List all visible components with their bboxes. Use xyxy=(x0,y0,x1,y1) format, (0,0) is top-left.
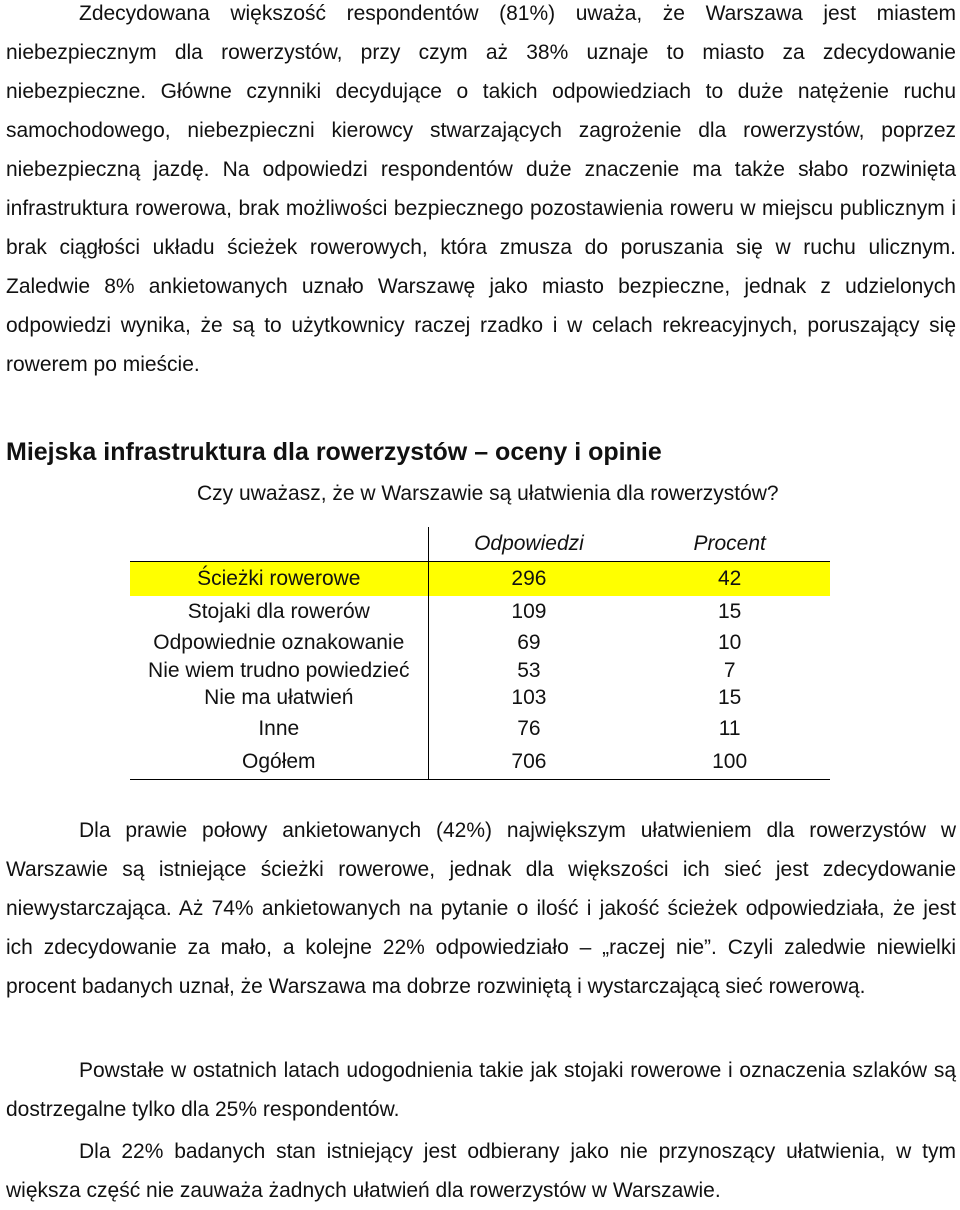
row-percent: 7 xyxy=(723,658,736,682)
row-answers: 109 xyxy=(511,599,547,623)
row-label: Odpowiednie oznakowanie xyxy=(130,628,428,658)
row-answers: 53 xyxy=(517,658,541,682)
table-header-row xyxy=(130,527,830,562)
row-label: Nie ma ułatwień xyxy=(130,684,428,712)
row-percent: 100 xyxy=(629,746,830,780)
row-label: Stojaki dla rowerów xyxy=(130,596,428,628)
row-answers: 69 xyxy=(517,630,541,654)
table-row xyxy=(130,596,830,628)
after-table-paragraph: Dla prawie połowy ankietowanych (42%) największym ułatwieniem dla rowerzystów w Warszawie są istniejące ścieżki rowerowe, jednak dla większości ich sieć jest zdecydowanie niewystarczająca. Aż 74% ankietowanych na pytanie o ilość i jakość ścieżek odpowiedziała, że jest ich zdecydowanie za mało, a kolejne 22% odpowiedziało – „raczej nie”. Czyli zaledwie niewielki procent badanych uznał, że Warszawa ma dobrze rozwiniętą i wystarczającą sieć rowerową. xyxy=(6,819,956,998)
table-row xyxy=(130,684,830,712)
table-row xyxy=(130,658,830,684)
row-percent: 11 xyxy=(718,716,741,740)
row-percent: 10 xyxy=(717,630,742,654)
row-percent: 42 xyxy=(629,562,830,596)
table-row xyxy=(130,628,830,658)
row-answers: 706 xyxy=(428,746,629,780)
row-label: Ogółem xyxy=(130,746,428,780)
header-answers: Odpowiedzi xyxy=(474,532,584,555)
facilities-paragraph: Powstałe w ostatnich latach udogodnienia takie jak stojaki rowerowe i oznaczenia szlaków są dostrzegalne tylko dla 25% respondentów. xyxy=(6,1059,956,1121)
row-percent: 15 xyxy=(717,685,742,709)
row-answers: 296 xyxy=(428,562,629,596)
intro-paragraph: Zdecydowana większość respondentów (81%) uważa, że Warszawa jest miastem niebezpiecznym dla rowerzystów, przy czym aż 38% uznaje to miasto za zdecydowanie niebezpieczne. Główne czynniki decydujące o takich odpowiedziach to duże natężenie ruchu samochodowego, niebezpieczni kierowcy stwarzających zagrożenie dla rowerzystów, poprzez niebezpieczną jazdę. Na odpowiedzi respondentów duże znaczenie ma także słabo rozwinięta infrastruktura rowerowa, brak możliwości bezpiecznego pozostawienia roweru w miejscu publicznym i brak ciągłości układu ścieżek rowerowych, która zmusza do poruszania się w ruchu ulicznym. Zaledwie 8% ankietowanych uznało Warszawę jako miasto bezpieczne, jednak z udzielonych odpowiedzi wynika, że są to użytkownicy raczej rzadko i w celach rekreacyjnych, poruszający się rowerem po mieście. xyxy=(6,2,956,376)
section-heading: Miejska infrastruktura dla rowerzystów – oceny i opinie xyxy=(6,438,662,466)
row-label: Ścieżki rowerowe xyxy=(130,562,428,596)
table-total-row xyxy=(130,746,830,780)
header-percent: Procent xyxy=(693,532,766,555)
row-percent: 15 xyxy=(717,599,742,623)
row-answers: 76 xyxy=(517,716,541,740)
final-paragraph: Dla 22% badanych stan istniejący jest odbierany jako nie przynoszący ułatwienia, w tym większa część nie zauważa żadnych ułatwień dla rowerzystów w Warszawie. xyxy=(6,1140,956,1202)
row-label: Inne xyxy=(130,712,428,746)
header-label-cell xyxy=(130,527,428,562)
row-label: Nie wiem trudno powiedzieć xyxy=(130,658,428,684)
row-answers: 103 xyxy=(511,685,547,709)
table-row xyxy=(130,712,830,746)
table-row xyxy=(130,562,830,596)
survey-question: Czy uważasz, że w Warszawie są ułatwienia dla rowerzystów? xyxy=(197,482,779,505)
survey-results-table xyxy=(130,527,830,780)
